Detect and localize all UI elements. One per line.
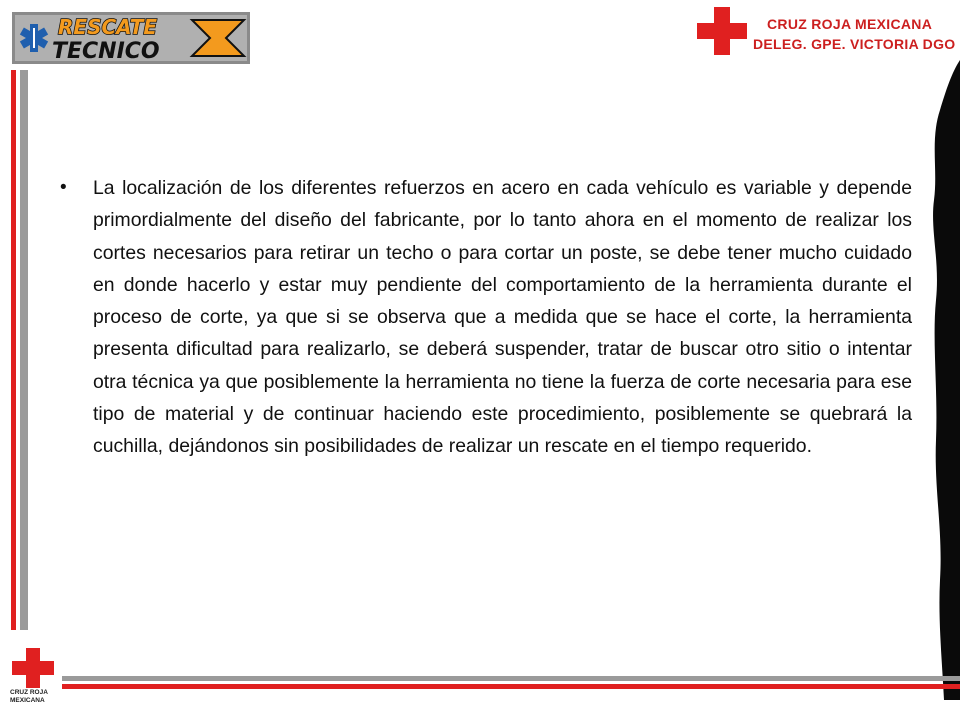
bullet-paragraph: La localización de los diferentes refuerzos en acero en cada vehículo es variable y depende primordialmente del diseño del fabricante, por lo tanto ahora en el momento de realizar los cortes necesarios para retirar un techo o para cortar un poste, se debe tener mucho cuidado en donde hacerlo y estar muy pendiente del comportamiento de la herramienta durante el proceso de corte, ya que si se observa que a medida que se hace el corte, la herramienta presenta dificultad para realizarlo, se deberá suspender, tratar de buscar otro sitio o intentar otra técnica ya que posiblemente la herramienta no tiene la fuerza de corte necesaria para ese tipo de material y de continuar haciendo este procedimiento, posiblemente se quebrará la cuchilla, dejándonos sin posibilidades de realizar un rescate en el tiempo requerido. bbox=[93, 177, 912, 458]
red-cross-icon bbox=[12, 648, 54, 688]
bullet-item bbox=[60, 172, 912, 463]
org-delegation: DELEG. GPE. VICTORIA DGO bbox=[753, 36, 956, 52]
bottom-red-bar bbox=[62, 684, 960, 689]
cruz-roja-header bbox=[697, 7, 956, 55]
rescate-tecnico-logo bbox=[12, 12, 250, 64]
cruz-roja-small-logo bbox=[10, 648, 56, 710]
logo-line2: TECNICO bbox=[52, 39, 160, 64]
bottom-gray-bar bbox=[62, 676, 960, 681]
content-area bbox=[60, 172, 912, 463]
small-logo-line2: MEXICANA bbox=[10, 697, 45, 704]
left-red-bar bbox=[11, 70, 16, 630]
left-gray-bar bbox=[20, 70, 28, 630]
org-name: CRUZ ROJA MEXICANA bbox=[767, 16, 933, 32]
small-logo-line1: CRUZ ROJA bbox=[10, 689, 48, 696]
bullet-marker: • bbox=[60, 177, 67, 198]
logo-line1: RESCATE bbox=[58, 15, 158, 39]
red-cross-icon bbox=[697, 7, 747, 55]
